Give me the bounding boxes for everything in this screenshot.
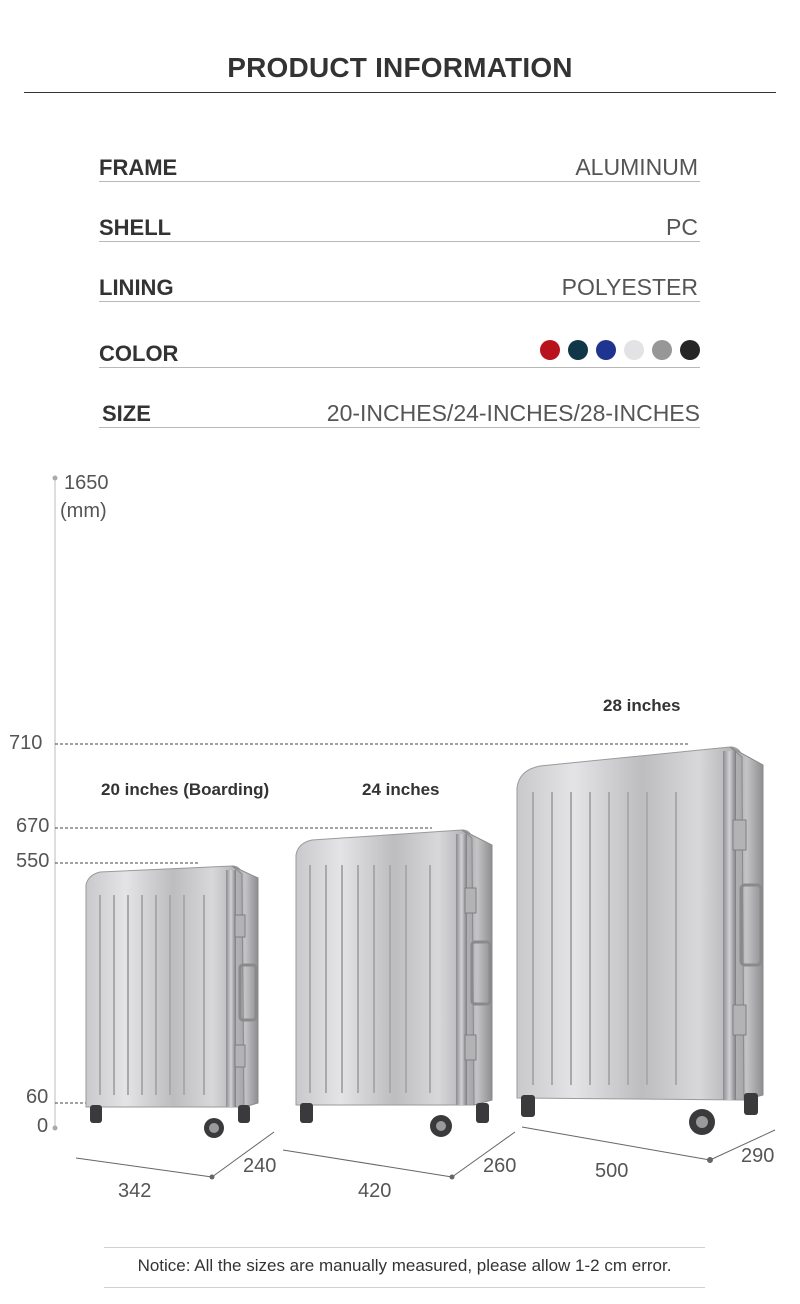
model-label-20-inch: 20 inches (Boarding) xyxy=(101,780,270,799)
axis-unit-label: (mm) xyxy=(60,500,107,522)
suitcase-24-inch xyxy=(296,830,492,1137)
model-label-24-inch: 24 inches xyxy=(362,780,440,799)
page-title: PRODUCT INFORMATION xyxy=(227,52,573,83)
color-swatches xyxy=(540,340,700,360)
spec-label-color: COLOR xyxy=(99,341,179,366)
spec-label-lining: LINING xyxy=(99,275,174,300)
axis-max-label: 1650 xyxy=(64,472,109,494)
height-label-710: 710 xyxy=(9,732,43,754)
suitcase-20-inch xyxy=(86,866,258,1138)
spec-row-shell xyxy=(99,212,700,242)
notice-text: Notice: All the sizes are manually measured, please allow 1-2 cm error. xyxy=(137,1256,672,1275)
notice-divider-bottom xyxy=(104,1287,705,1288)
height-label-670: 670 xyxy=(16,815,50,837)
color-swatch-6 xyxy=(680,340,700,360)
depth-label-28-inch: 290 xyxy=(741,1145,775,1167)
width-label-20-inch: 342 xyxy=(118,1180,152,1202)
spec-divider xyxy=(99,241,700,242)
spec-divider xyxy=(99,181,700,182)
color-swatch-3 xyxy=(596,340,616,360)
axis-top-dot xyxy=(53,476,58,481)
width-label-24-inch: 420 xyxy=(358,1180,392,1202)
color-swatch-1 xyxy=(540,340,560,360)
color-swatch-2 xyxy=(568,340,588,360)
spec-divider xyxy=(99,427,700,428)
spec-row-lining xyxy=(99,272,700,302)
model-label-28-inch: 28 inches xyxy=(603,696,681,715)
spec-value-frame: ALUMINUM xyxy=(575,154,698,180)
axis-bottom-dot xyxy=(53,1126,58,1131)
height-label-550: 550 xyxy=(16,850,50,872)
spec-value-lining: POLYESTER xyxy=(561,274,698,300)
color-swatch-4 xyxy=(624,340,644,360)
spec-row-size xyxy=(99,398,700,428)
footprint-lines xyxy=(76,1127,775,1179)
color-swatch-5 xyxy=(652,340,672,360)
height-label-60: 60 xyxy=(26,1086,49,1108)
spec-row-color xyxy=(99,338,700,368)
spec-label-shell: SHELL xyxy=(99,215,172,240)
notice-divider-top xyxy=(104,1247,705,1248)
spec-label-frame: FRAME xyxy=(99,155,178,180)
depth-label-24-inch: 260 xyxy=(483,1155,517,1177)
suitcase-28-inch xyxy=(517,747,763,1135)
height-label-0: 0 xyxy=(37,1115,49,1137)
spec-divider xyxy=(99,301,700,302)
spec-value-size: 20-INCHES/24-INCHES/28-INCHES xyxy=(326,400,700,426)
spec-row-frame xyxy=(99,152,700,182)
depth-label-20-inch: 240 xyxy=(243,1155,277,1177)
spec-divider xyxy=(99,367,700,368)
spec-value-shell: PC xyxy=(666,214,698,240)
title-divider xyxy=(24,92,776,93)
spec-label-size: SIZE xyxy=(102,401,151,426)
dimension-diagram xyxy=(0,460,800,1220)
height-axis xyxy=(53,476,58,1131)
width-label-28-inch: 500 xyxy=(595,1160,629,1182)
